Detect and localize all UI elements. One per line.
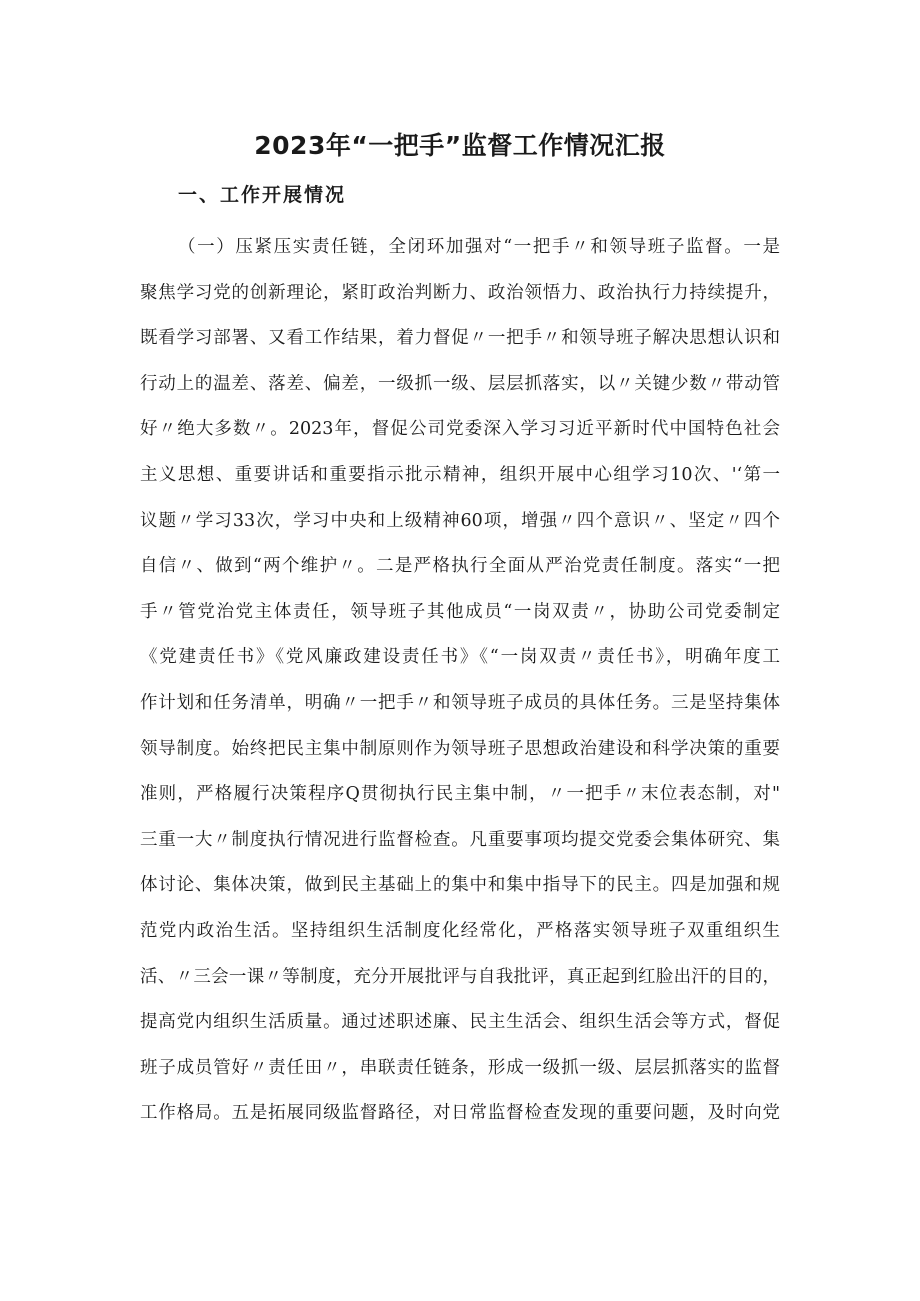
paragraph-line: 范党内政治生活。坚持组织生活制度化经常化，严格落实领导班子双重组织生 bbox=[140, 921, 780, 941]
paragraph-line: 既看学习部署、又看工作结果，着力督促〃一把手〃和领导班子解决思想认识和 bbox=[140, 328, 780, 349]
paragraph-line: 好〃绝大多数〃。2023年，督促公司党委深入学习习近平新时代中国特色社会 bbox=[140, 419, 780, 440]
paragraph-line: 提高党内组织生活质量。通过述职述廉、民主生活会、组织生活会等方式，督促 bbox=[140, 1012, 780, 1033]
paragraph-line: 准则，严格履行决策程序Q贯彻执行民主集中制，〃一把手〃末位表态制，对" bbox=[140, 784, 780, 805]
paragraph-line: 体讨论、集体决策，做到民主基础上的集中和集中指导下的民主。四是加强和规 bbox=[140, 875, 780, 896]
paragraph-line: 主义思想、重要讲话和重要指示批示精神，组织开展中心组学习10次、'‘第一 bbox=[140, 465, 780, 485]
paragraph-line: 活、〃三会一课〃等制度，充分开展批评与自我批评，真正起到红脸出汗的目的， bbox=[140, 966, 780, 987]
paragraph-line: 工作格局。五是拓展同级监督路径，对日常监督检查发现的重要问题，及时向党 bbox=[140, 1103, 780, 1124]
paragraph-line: 自信〃、做到“两个维护〃。二是严格执行全面从严治党责任制度。落实“一把 bbox=[140, 556, 780, 577]
paragraph-line: 《党建责任书》《党风廉政建设责任书》《“一岗双责〃责任书》，明确年度工 bbox=[140, 647, 780, 668]
paragraph-line: 行动上的温差、落差、偏差，一级抓一级、层层抓落实，以〃关键少数〃带动管 bbox=[140, 373, 780, 394]
paragraph-line: 三重一大〃制度执行情况进行监督检查。凡重要事项均提交党委会集体研究、集 bbox=[140, 829, 780, 850]
paragraph-line: 领导制度。始终把民主集中制原则作为领导班子思想政治建设和科学决策的重要 bbox=[140, 738, 780, 759]
paragraph-line: 手〃管党治党主体责任，领导班子其他成员“一岗双责〃，协助公司党委制定 bbox=[140, 601, 780, 622]
document-title: 2023年“一把手”监督工作情况汇报 bbox=[254, 131, 666, 160]
paragraph-line: （一）压紧压实责任链，全闭环加强对“一把手〃和领导班子监督。一是 bbox=[178, 237, 780, 257]
paragraph-line: 班子成员管好〃责任田〃，串联责任链条，形成一级抓一级、层层抓落实的监督 bbox=[140, 1057, 780, 1078]
paragraph-line: 议题〃学习33次，学习中央和上级精神60项，增强〃四个意识〃、坚定〃四个 bbox=[140, 510, 780, 531]
paragraph-line: 聚焦学习党的创新理论，紧盯政治判断力、政治领悟力、政治执行力持续提升， bbox=[140, 282, 780, 303]
paragraph-line: 作计划和任务清单，明确〃一把手〃和领导班子成员的具体任务。三是坚持集体 bbox=[140, 693, 780, 713]
section-heading: 一、工作开展情况 bbox=[178, 184, 347, 206]
